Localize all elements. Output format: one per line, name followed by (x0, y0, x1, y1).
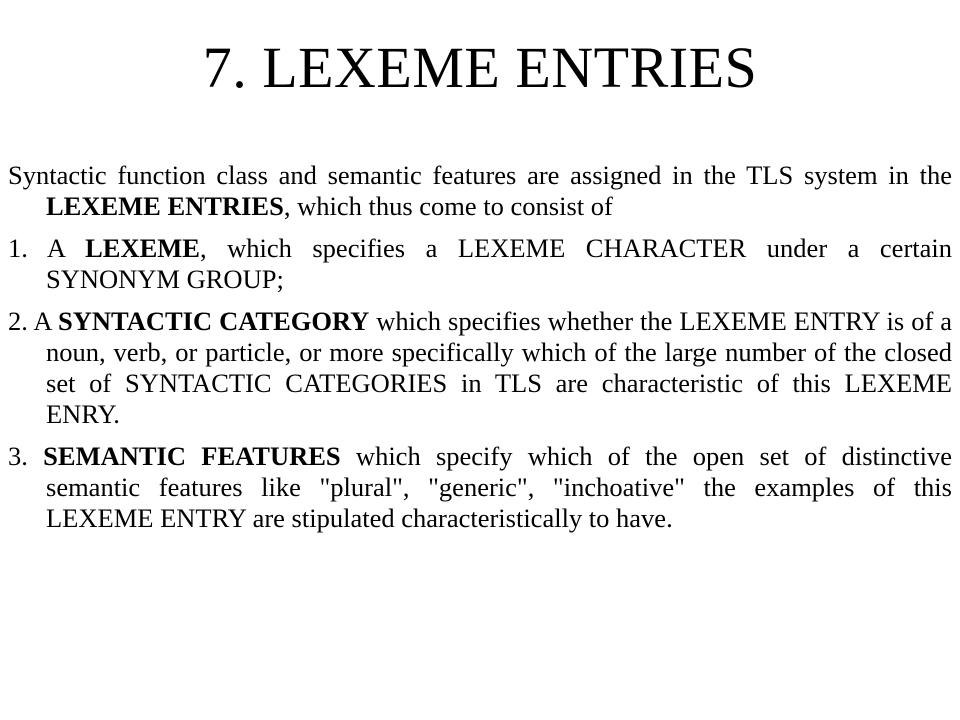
intro-text-2: , which thus come to consist of (283, 191, 613, 221)
slide-title: 7. LEXEME ENTRIES (202, 35, 758, 100)
slide-body (8, 160, 952, 545)
item-2-bold-term: SYNTACTIC CATEGORY (58, 306, 370, 336)
item-2-text: which specifies whether the LEXEME ENTRY is of a noun, verb, or particle, or more specifically which of the large number of the closed set of SYNTACTIC CATEGORIES in TLS are characteristic of this LEXEME ENRY. (46, 306, 952, 429)
item-1-prefix: 1. A (8, 233, 86, 263)
item-3-bold-term: SEMANTIC FEATURES (43, 441, 341, 471)
intro-bold-term: LEXEME ENTRIES (46, 191, 284, 221)
intro-text-1: Syntactic function class and semantic features are assigned in the TLS system in the (8, 160, 952, 190)
list-item-lexeme (8, 233, 952, 295)
list-item-semantic-features (8, 441, 952, 534)
item-1-text: , which specifies a LEXEME CHARACTER under a certain SYNONYM GROUP; (46, 233, 953, 294)
intro-paragraph (8, 160, 952, 222)
item-2-prefix: 2. A (8, 306, 59, 336)
item-3-text: which specify which of the open set of distinctive semantic features like "plural", "generic", "inchoative" the examples of this LEXEME ENTRY are stipulated characteristically to have. (46, 441, 953, 533)
list-item-syntactic-category (8, 306, 952, 430)
item-1-bold-term: LEXEME (85, 233, 200, 263)
item-3-prefix: 3. (8, 441, 44, 471)
